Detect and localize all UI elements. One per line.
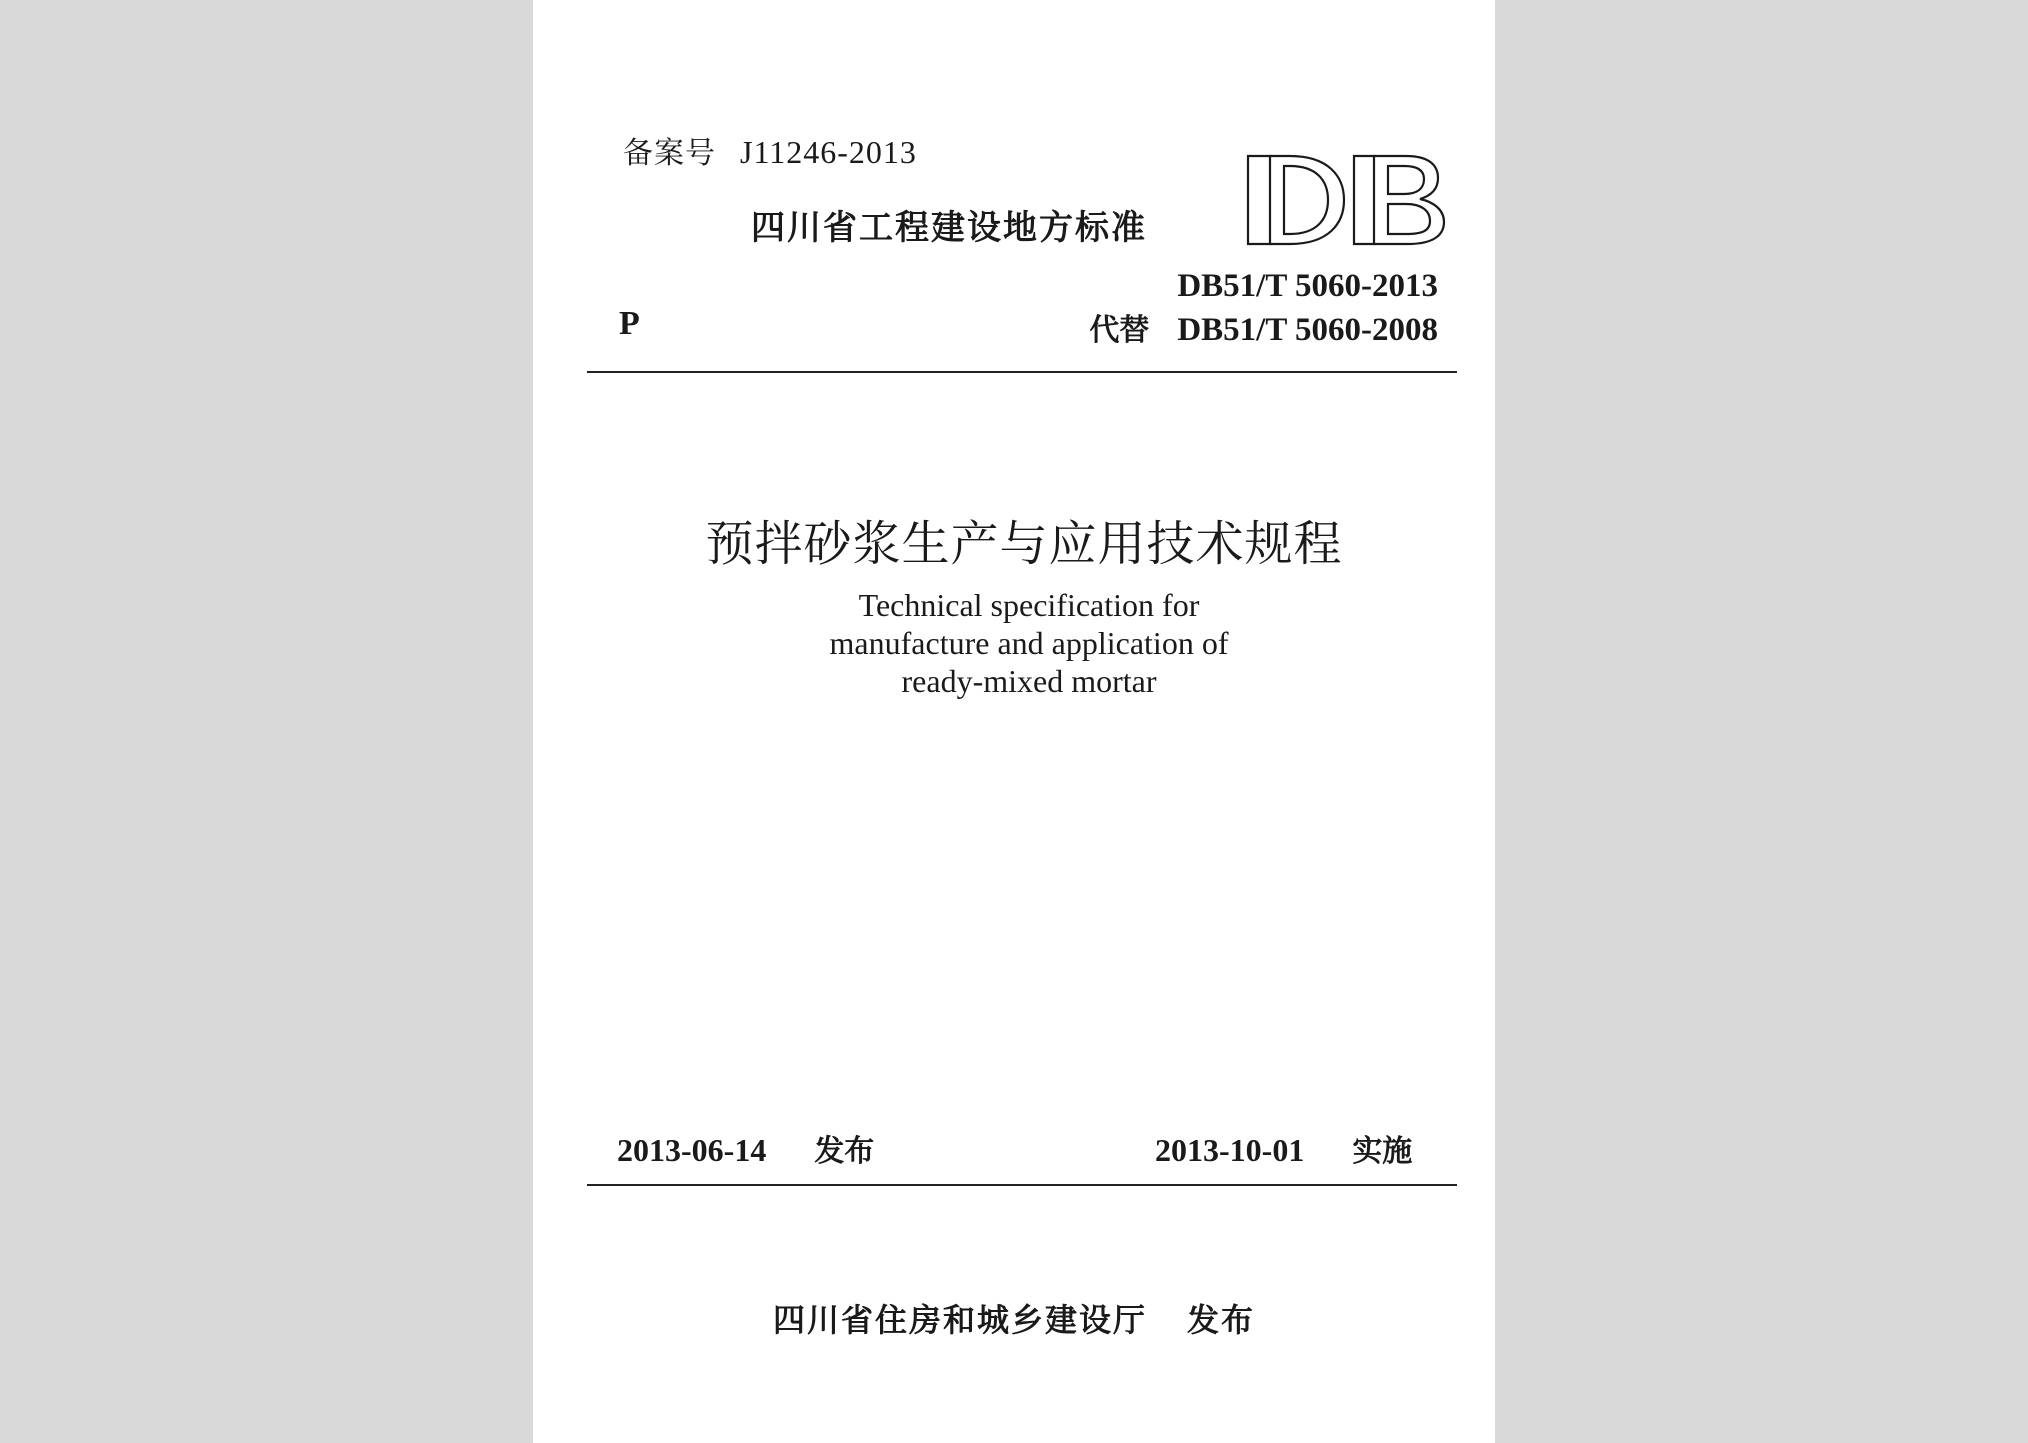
implementation-date-value: 2013-10-01 <box>1155 1132 1305 1168</box>
publisher-name: 四川省住房和城乡建设厅 <box>772 1301 1147 1339</box>
title-english-line: ready-mixed mortar <box>901 663 1157 699</box>
issue-date-value: 2013-06-14 <box>617 1132 767 1168</box>
title-english-line: Technical specification for <box>858 587 1200 623</box>
implementation-label: 实施 <box>1352 1134 1413 1169</box>
header-divider <box>587 371 1457 373</box>
filing-label: 备案号 <box>623 136 716 171</box>
document-cover <box>533 0 1495 1443</box>
filing-number <box>623 128 917 172</box>
classification-code: P <box>619 305 640 342</box>
issue-label: 发布 <box>814 1134 875 1169</box>
title-english-line: manufacture and application of <box>829 625 1229 661</box>
issue-date <box>617 1126 874 1170</box>
standard-code: DB51/T 5060-2013 <box>1177 268 1438 304</box>
title-english <box>533 586 1495 700</box>
publisher-label: 发布 <box>1187 1301 1256 1339</box>
implementation-date <box>1155 1126 1412 1170</box>
replaced-code: DB51/T 5060-2008 <box>1177 312 1438 348</box>
db-logo <box>1240 150 1450 250</box>
title-chinese: 预拌砂浆生产与应用技术规程 <box>705 516 1343 572</box>
filing-value: J11246-2013 <box>740 134 917 170</box>
replace-label: 代替 <box>1089 313 1150 348</box>
footer-divider <box>587 1184 1457 1186</box>
publisher <box>533 1295 1495 1341</box>
standard-type: 四川省工程建设地方标准 <box>751 208 1147 248</box>
replaced-standard <box>1089 305 1438 349</box>
